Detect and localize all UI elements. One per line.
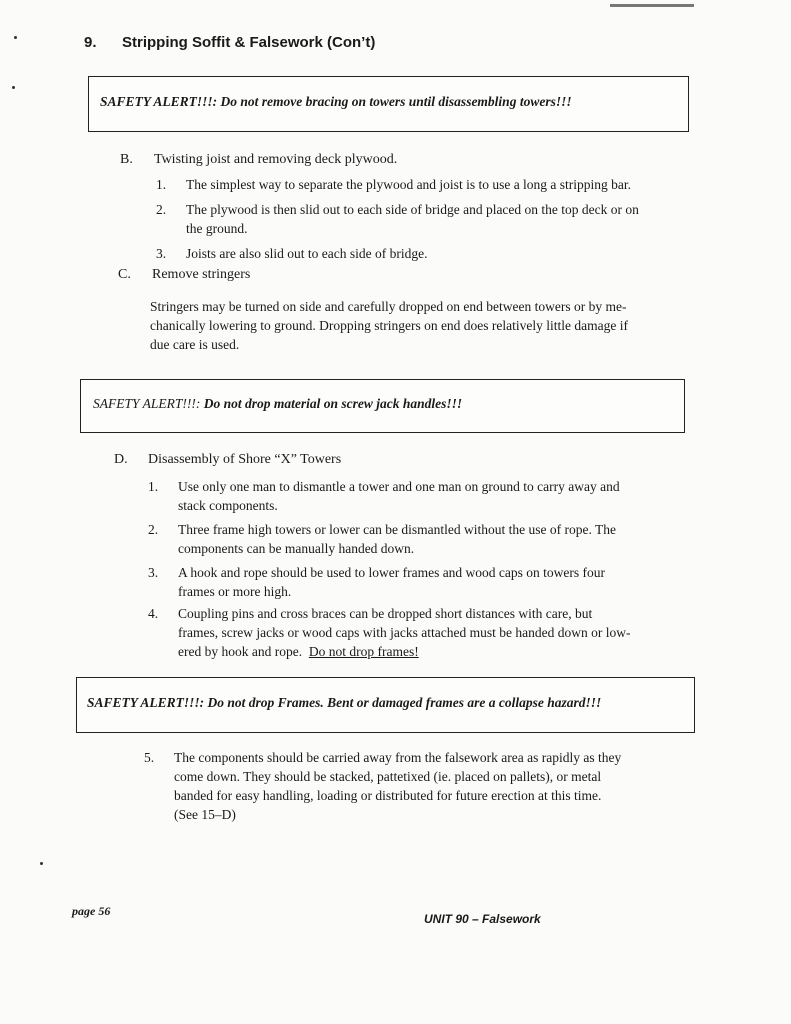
scan-speck xyxy=(40,862,43,865)
scan-speck xyxy=(12,86,15,89)
item-text: ered by hook and rope. xyxy=(178,644,303,659)
item-number: 1. xyxy=(148,479,159,494)
subsection-heading-b xyxy=(120,152,397,168)
subsection-title: Disassembly of Shore “X” Towers xyxy=(148,452,342,467)
item-emphasis: Do not drop frames! xyxy=(308,644,419,659)
item-text: (See 15–D) xyxy=(174,807,236,822)
paragraph-line: chanically lowering to ground. Dropping stringers on end does relatively little damage if xyxy=(150,318,628,333)
item-number: 2. xyxy=(156,202,167,217)
scan-mark xyxy=(610,4,694,7)
list-item xyxy=(148,520,708,560)
item-number: 1. xyxy=(156,177,167,192)
item-text: The components should be carried away from the falsework area as rapidly as they xyxy=(174,750,622,765)
item-text: Joists are also slid out to each side of bridge. xyxy=(186,246,428,261)
paragraph xyxy=(150,297,710,354)
item-text: Coupling pins and cross braces can be dropped short distances with care, but xyxy=(178,606,593,621)
item-text: Three frame high towers or lower can be dismantled without the use of rope. The xyxy=(178,522,616,537)
subsection-title: Twisting joist and removing deck plywood. xyxy=(154,152,398,167)
unit-label: UNIT 90 – Falsework xyxy=(424,912,541,926)
item-text: Use only one man to dismantle a tower and one man on ground to carry away and xyxy=(178,479,620,494)
safety-alert-box xyxy=(88,76,689,132)
subsection-letter: B. xyxy=(120,152,133,167)
alert-message: Do not drop Frames. Bent or damaged frames are a collapse hazard!!! xyxy=(207,695,602,710)
section-heading xyxy=(84,34,375,51)
item-text: frames or more high. xyxy=(178,584,292,599)
subsection-title: Remove stringers xyxy=(152,267,251,282)
item-number: 5. xyxy=(144,750,155,765)
alert-message: Do not remove bracing on towers until disassembling towers!!! xyxy=(220,94,572,109)
list-item xyxy=(148,563,708,603)
subsection-letter: C. xyxy=(118,267,131,282)
alert-label: SAFETY ALERT!!!: xyxy=(93,396,201,411)
paragraph-line: due care is used. xyxy=(150,337,240,352)
list-item xyxy=(144,748,714,828)
item-text: A hook and rope should be used to lower frames and wood caps on towers four xyxy=(178,565,606,580)
item-text: stack components. xyxy=(178,498,278,513)
scan-speck xyxy=(14,36,17,39)
item-text: The simplest way to separate the plywood and joist is to use a long a stripping bar. xyxy=(186,177,632,192)
list-item xyxy=(148,604,718,664)
subsection-heading-c xyxy=(118,267,250,283)
item-text: components can be manually handed down. xyxy=(178,541,415,556)
list-item xyxy=(156,175,716,195)
page-number: page 56 xyxy=(72,904,111,918)
alert-label: SAFETY ALERT!!!: xyxy=(100,94,218,109)
subsection-letter: D. xyxy=(114,452,128,467)
section-title: Stripping Soffit & Falsework (Con’t) xyxy=(122,34,376,51)
item-number: 2. xyxy=(148,522,159,537)
item-text: The plywood is then slid out to each side of bridge and placed on the top deck or on xyxy=(186,202,639,217)
list-item xyxy=(156,200,716,240)
alert-label: SAFETY ALERT!!!: xyxy=(87,695,205,710)
item-number: 3. xyxy=(156,246,167,261)
list-item xyxy=(156,244,716,264)
safety-alert-box xyxy=(76,677,695,733)
subsection-heading-d xyxy=(114,452,341,468)
alert-message: Do not drop material on screw jack handles!!! xyxy=(203,396,463,411)
item-number: 4. xyxy=(148,606,159,621)
section-number: 9. xyxy=(84,34,97,51)
item-text: banded for easy handling, loading or distributed for future erection at this time. xyxy=(174,788,602,803)
list-item xyxy=(148,477,708,517)
item-text: frames, screw jacks or wood caps with jacks attached must be handed down or low- xyxy=(178,625,631,640)
item-text: the ground. xyxy=(186,221,248,236)
paragraph-line: Stringers may be turned on side and carefully dropped on end between towers or by me- xyxy=(150,299,627,314)
safety-alert-box xyxy=(80,379,685,433)
item-number: 3. xyxy=(148,565,159,580)
item-text: come down. They should be stacked, pattetixed (ie. placed on pallets), or metal xyxy=(174,769,602,784)
